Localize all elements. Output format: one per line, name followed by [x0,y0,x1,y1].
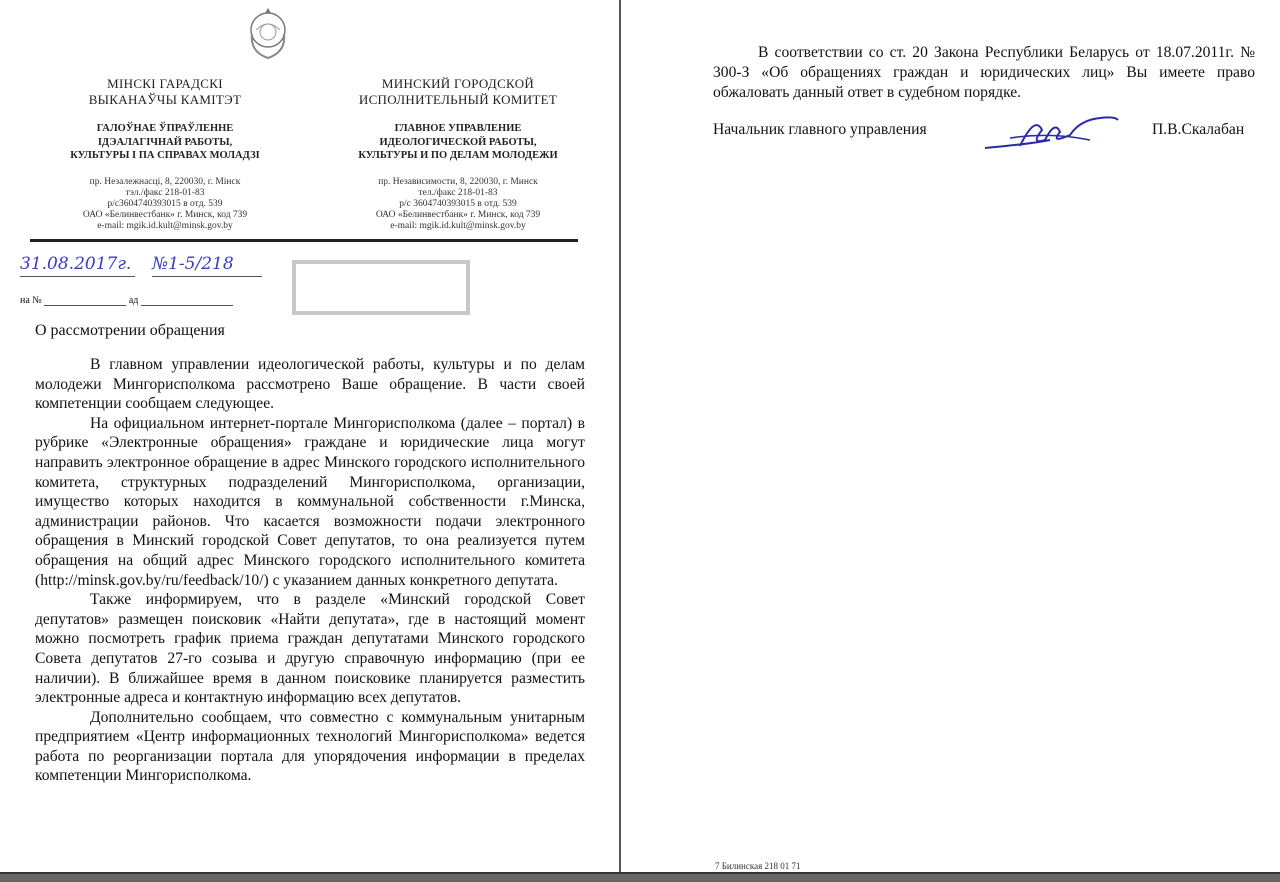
org-name: ИСПОЛНИТЕЛЬНЫЙ КОМИТЕТ [358,92,558,107]
dept-name: ГЛАВНОЕ УПРАВЛЕНИЕ [394,123,522,134]
phone: тэл./факс 218-01-83 [125,187,205,198]
address: пр. Незалежнасці, 8, 220030, г. Мінск [89,176,241,187]
letter-page-1 [0,0,619,872]
handwritten-number: №1-5/218 [152,254,262,277]
header-belarusian [35,76,295,232]
appeal-notice [713,43,1255,103]
email: e-mail: mgik.id.kult@minsk.gov.by [390,220,526,231]
bank: ОАО «Белинвестбанк» г. Минск, код 739 [375,209,541,220]
org-name: МІНСКІ ГАРАДСКІ [107,76,223,91]
dept-name: КУЛЬТУРЫ И ПО ДЕЛАМ МОЛОДЕЖИ [358,150,558,161]
dept-name: ИДЕОЛОГИЧЕСКОЙ РАБОТЫ, [379,136,537,148]
viewer-bottom-bar [0,872,1280,882]
reference-line [20,295,233,306]
subject-line: О рассмотрении обращения [35,322,225,339]
paragraph: В соответствии со ст. 20 Закона Республики Беларусь от 18.07.2011г. № 300-З «Об обращениях граждан и юридических лиц» Вы имеете право обжаловать данный ответ в судебном порядке. [713,44,1255,101]
org-name: ВЫКАНАЎЧЫ КАМІТЭТ [88,92,242,107]
signature-icon [980,110,1120,155]
dept-name: ІДЭАЛАГІЧНАЙ РАБОТЫ, [97,136,233,148]
handwritten-date: 31.08.2017г. [20,254,135,277]
signer-position: Начальник главного управления [713,121,927,138]
signer-name: П.В.Скалабан [1152,121,1245,138]
dept-name: КУЛЬТУРЫ І ПА СПРАВАХ МОЛАДЗІ [70,150,260,161]
redacted-address-box [292,260,470,315]
ref-date-label: ад [128,295,139,306]
org-name: МИНСКИЙ ГОРОДСКОЙ [381,76,535,91]
ref-date-blank [141,305,233,306]
paragraph: На официальном интернет-портале Мингорисполкома (далее – портал) в рубрике «Электронные обращения» граждане и юридические лица могут направить электронное обращение в адрес Минского городского исполнительного комитета, структурных подразделений Мингорисполкома, организации, имущество которых находится в коммунальной собственности г.Минска, администрации районов. Что касается возможности подачи электронного обращения в Минский городской Совет депутатов, то она реализуется путем обращения на общий адрес Минского городского исполнительного комитета (http://minsk.gov.by/ru/feedback/10/) с указанием данных конкретного депутата. [35,414,585,589]
executor-footer: 7 Билинская 218 01 71 [715,861,801,871]
dept-name: ГАЛОЎНАЕ ЎПРАЎЛЕННЕ [96,123,234,134]
paragraph: Дополнительно сообщаем, что совместно с коммунальным унитарным предприятием «Центр информационных технологий Мингорисполкома» ведется работа по реорганизации портала для упорядочения информации в пределах компетенции Мингорисполкома. [35,708,585,785]
header-russian [328,76,588,232]
account: р/с3604740393015 в отд. 539 [107,198,223,209]
paragraph: Также информируем, что в разделе «Минский городской Совет депутатов» размещен поисковик «Найти депутата», где в настоящий момент можно посмотреть график приема граждан депутатами Минского городского Совета депутатов 27-го созыва и другую справочную информацию (при ее наличии). В ближайшее время в данном поисковике планируется разместить электронные адреса и контактную информацию всех депутатов. [35,591,585,707]
account: р/с 3604740393015 в отд. 539 [399,198,517,209]
address: пр. Независимости, 8, 220030, г. Минск [378,176,538,187]
ref-number-blank [44,305,126,306]
belarus-emblem-icon [246,4,290,62]
paragraph: В главном управлении идеологической работы, культуры и по делам молодежи Мингорисполкома рассмотрено Ваше обращение. В части своей компетенции сообщаем следующее. [35,356,585,413]
header-divider [30,239,578,242]
letter-body [35,355,585,786]
ref-number-label: на № [20,295,42,306]
phone: тел./факс 218-01-83 [418,187,498,198]
bank: ОАО «Белинвестбанк» г. Минск, код 739 [82,209,248,220]
email: e-mail: mgik.id.kult@minsk.gov.by [97,220,233,231]
